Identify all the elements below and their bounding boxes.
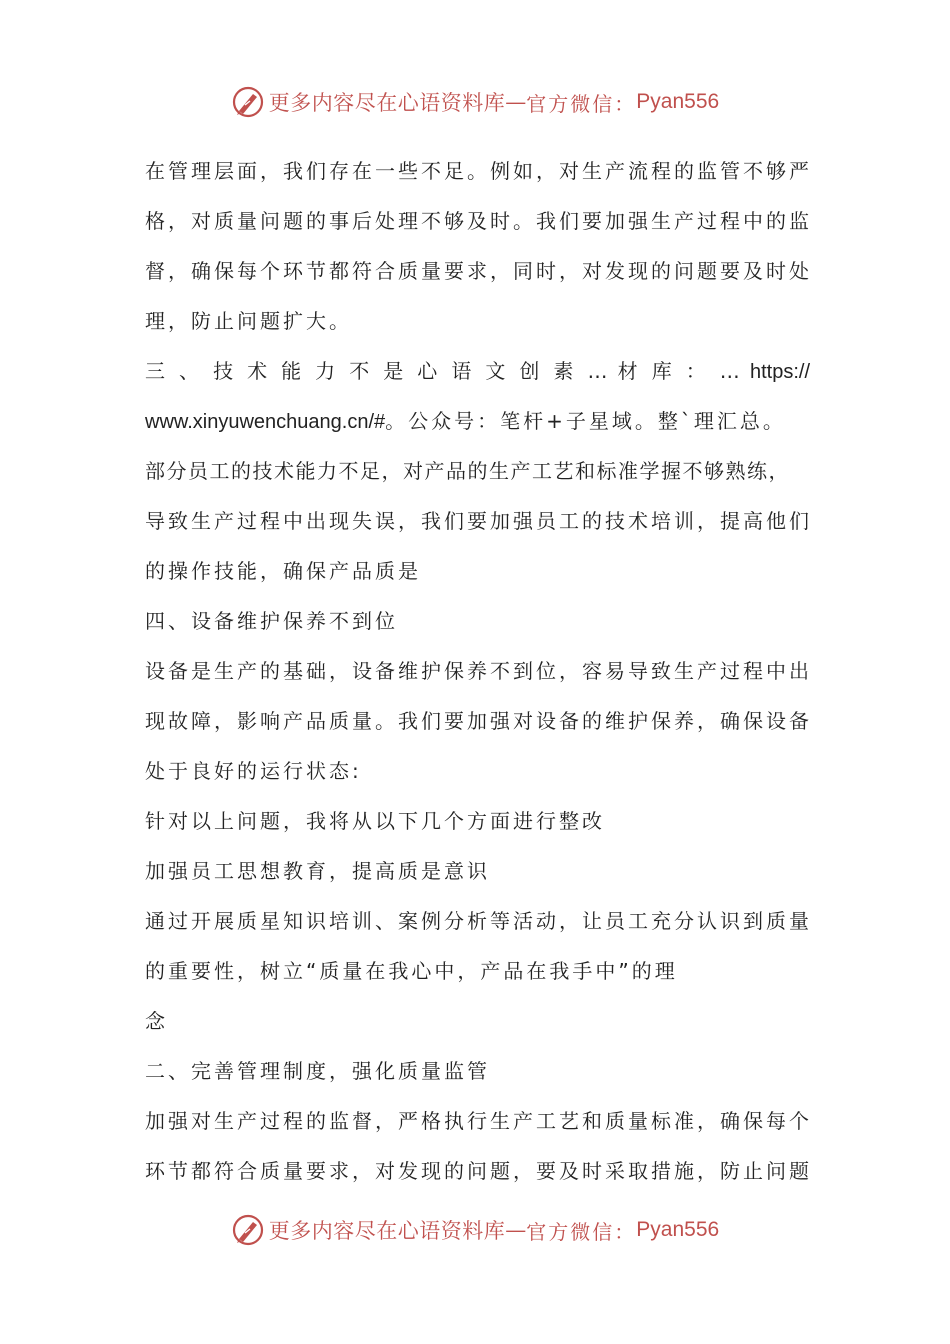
text-line: 设备是生产的基础，设备维护保养不到位，容易导致生产过程中出 (145, 659, 812, 683)
subheading: 加强员工思想教育，提高质是意识 (145, 859, 490, 883)
text-line: 环节都符合质量要求，对发现的问题，要及时采取措施，防止问题 (145, 1159, 812, 1183)
banner-separator: — (505, 90, 527, 114)
text-line: 现故障，影响产品质量。我们要加强对设备的维护保养，确保设备 (145, 709, 812, 733)
text-line: 格，对质量问题的事后处理不够及时。我们要加强生产过程中的监 (145, 209, 812, 233)
text-line: 通过开展质星知识培训、案例分析等活动，让员工充分认识到质量 (145, 909, 812, 933)
banner-wechat-id: Pyan556 (636, 1218, 720, 1241)
document-body (145, 146, 810, 1196)
text-line: 的重要性，树立“质量在我心中，产品在我手中”的理 (145, 959, 678, 983)
banner-text: 更多内容尽在心语资料库 (268, 91, 506, 115)
url-fragment: https:// (749, 361, 811, 383)
account-note: 。公众号：笔杆+子星域。整`理汇总。 (385, 409, 786, 433)
pen-nib-icon (231, 1213, 265, 1247)
text-line: 督，确保每个环节都符合质量要求，同时，对发现的问题要及时处 (145, 259, 812, 283)
text-line: 导致生产过程中出现失误，我们要加强员工的技术培训，提高他们 (145, 509, 812, 533)
banner-text: 更多内容尽在心语资料库 (268, 1219, 506, 1243)
text-line: 的操作技能，确保产品质是 (145, 559, 421, 583)
pen-nib-icon (231, 85, 265, 119)
section-heading-4: 四、设备维护保养不到位 (145, 609, 398, 633)
text-line: 理，防止问题扩大。 (145, 309, 352, 333)
banner-wechat-label: 官方微信： (526, 91, 637, 116)
banner-separator: — (505, 1218, 527, 1242)
text-line: 念 (145, 1009, 168, 1033)
text-line: 针对以上问题，我将从以下几个方面进行整改 (145, 809, 605, 833)
text-line: 在管理层面，我们存在一些不足。例如，对生产流程的监管不够严 (145, 159, 812, 183)
website-url: www.xinyuwenchuang.cn/# (145, 411, 386, 433)
banner-wechat-label: 官方微信： (526, 1219, 637, 1244)
footer-banner (0, 1210, 950, 1250)
text-line: 加强对生产过程的监督，严格执行生产工艺和质量标准，确保每个 (145, 1109, 812, 1133)
text-line: 部分员工的技术能力不足，对产品的生产工艺和标准学握不够熟练， (145, 459, 790, 483)
banner-wechat-id: Pyan556 (636, 90, 720, 113)
header-banner (0, 82, 950, 122)
text-line: 处于良好的运行状态: (145, 759, 362, 783)
text-line (145, 396, 810, 446)
section-heading-3 (145, 346, 810, 396)
heading-text: 三 、 技 术 能 力 不 是 心 语 文 创 素 … 材 库 ： … (145, 359, 740, 383)
section-heading-2: 二、完善管理制度，强化质量监管 (145, 1059, 490, 1083)
